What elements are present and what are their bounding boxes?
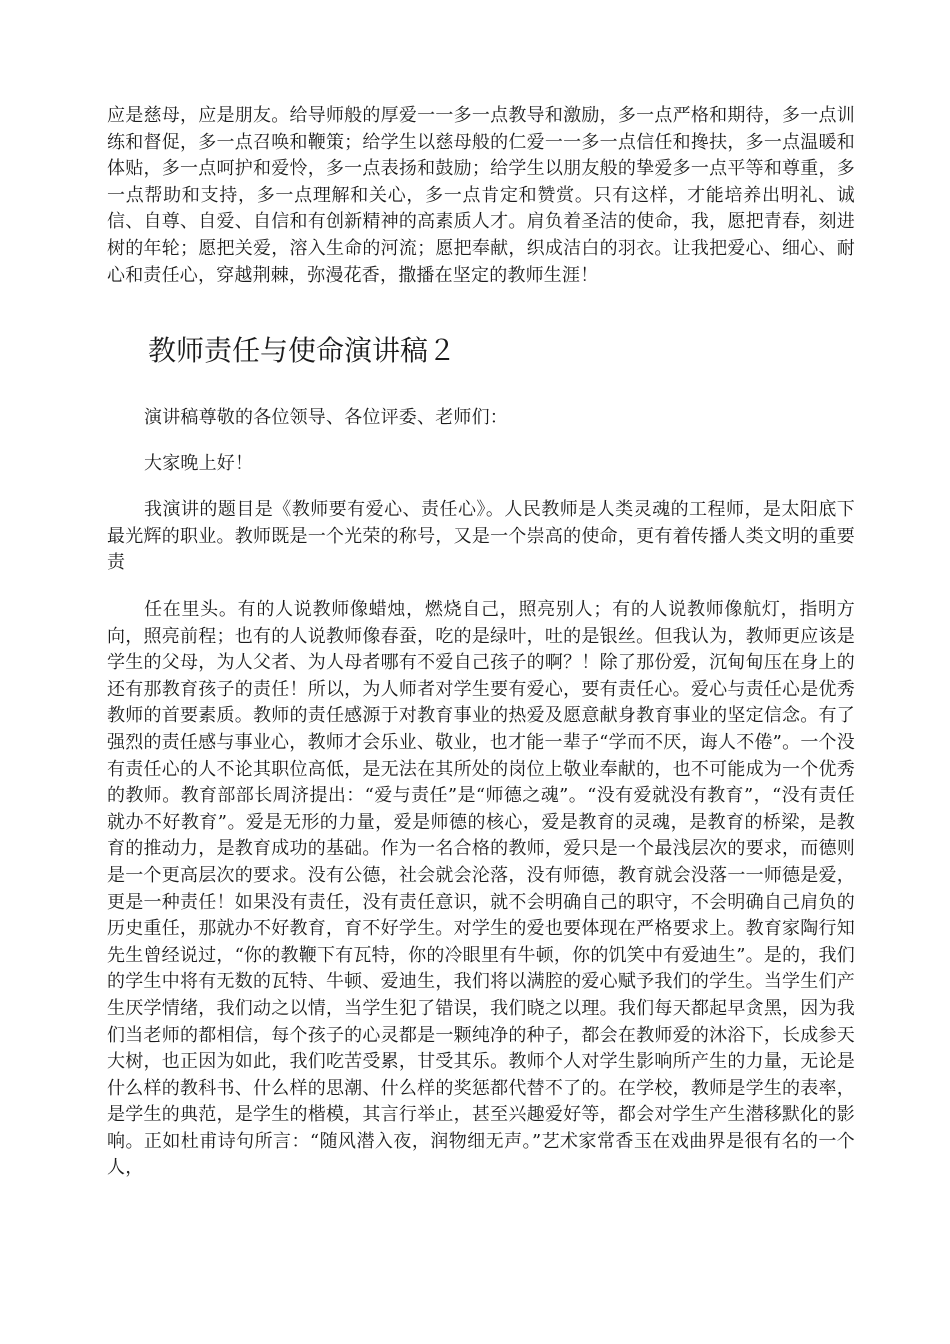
paragraph-body: 任在里头。有的人说教师像蜡烛，燃烧自己，照亮别人；有的人说教师像航灯，指明方向，照亮前程；也有的人说教师像春蚕，吃的是绿叶，吐的是银丝。但我认为，教师更应该是学生的父母，为人父者、为人母者哪有不爱自己孩子的啊？！除了那份爱，沉甸甸压在身上的还有那教育孩子的责任！所以，为人师者对学生要有爱心，要有责任心。爱心与责任心是优秀教师的首要素质。教师的责任感源于对教育事业的热爱及愿意献身教育事业的坚定信念。有了强烈的责任感与事业心，教师才会乐业、敬业，也才能一辈子“学而不厌，诲人不倦”。一个没有责任心的人不论其职位高低，是无法在其所处的岗位上敬业奉献的，也不可能成为一个优秀的教师。教育部部长周济提出：“爱与责任”是“师德之魂”。“没有爱就没有教育”，“没有责任就办不好教育”。爱是无形的力量，爱是师德的核心，爱是教育的灵魂，是教育的桥梁，是教育的推动力，是教育成功的基础。作为一名合格的教师，爱只是一个最浅层次的要求，而德则是一个更高层次的要求。没有公德，社会就会沦落，没有师德，教育就会没落一一师德是爱，更是一种责任！如果没有责任，没有责任意识，就不会明确自己的职守，不会明确自己肩负的历史重任，那就办不好教育，育不好学生。对学生的爱也要体现在严格要求上。教育家陶行知先生曾经说过，“你的教鞭下有瓦特，你的冷眼里有牛顿，你的饥笑中有爱迪生”。是的，我们的学生中将有无数的瓦特、牛顿、爱迪生，我们将以满腔的爱心赋予我们的学生。当学生们产生厌学情绪，我们动之以情，当学生犯了错误，我们晓之以理。我们每天都起早贪黑，因为我们当老师的都相信，每个孩子的心灵都是一颗纯净的种子，都会在教师爱的沐浴下，长成参天大树，也正因为如此，我们吃苦受累，甘受其乐。教师个人对学生影响所产生的力量，无论是什么样的教科书、什么样的思潮、什么样的奖惩都代替不了的。在学校，教师是学生的表率，是学生的典范，是学生的楷模，其言行举止，甚至兴趣爱好等，都会对学生产生潜移默化的影响。正如杜甫诗句所言：“随风潜入夜，润物细无声。”艺术家常香玉在戏曲界是很有名的一个人，: [107, 599, 855, 1179]
section-heading: 教师责任与使命演讲稿２: [148, 334, 457, 367]
paragraph-intro: 我演讲的题目是《教师要有爱心、责任心》。人民教师是人类灵魂的工程师，是太阳底下最光辉的职业。教师既是一个光荣的称号，又是一个崇高的使命，更有着传播人类文明的重要责: [107, 499, 855, 574]
salutation: 演讲稿尊敬的各位领导、各位评委、老师们：: [144, 407, 508, 428]
paragraph-closing: 应是慈母，应是朋友。给导师般的厚爱一一多一点教导和激励，多一点严格和期待，多一点训练和督促，多一点召唤和鞭策；给学生以慈母般的仁爱一一多一点信任和搀扶，多一点温暖和体贴，多一点呵护和爱怜，多一点表扬和鼓励；给学生以朋友般的挚爱多一点平等和尊重，多一点帮助和支持，多一点理解和关心，多一点肯定和赞赏。只有这样，才能培养出明礼、诚信、自尊、自爱、自信和有创新精神的高素质人才。肩负着圣洁的使命，我，愿把青春，刻进树的年轮；愿把关爱，溶入生命的河流；愿把奉献，织成洁白的羽衣。让我把爱心、细心、耐心和责任心，穿越荆棘，弥漫花香，撒播在坚定的教师生涯！: [107, 105, 855, 286]
greeting: 大家晚上好！: [144, 453, 254, 474]
